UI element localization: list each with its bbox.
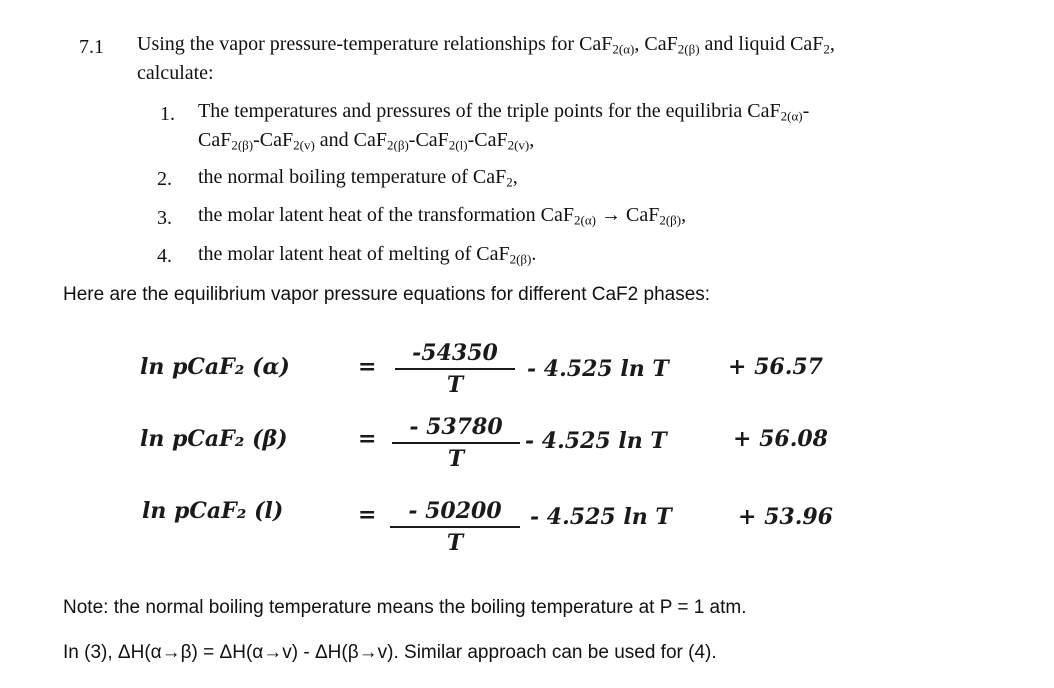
equals-sign: = <box>358 354 377 380</box>
fraction-denominator: T <box>447 446 465 472</box>
subscript: 2(v) <box>293 137 315 153</box>
subscript: 2(β) <box>387 137 409 153</box>
fraction-numerator: - 53780 <box>392 414 520 444</box>
equation-fraction <box>395 340 515 398</box>
note-boiling-temperature: Note: the normal boiling temperature means the boiling temperature at P = 1 atm. <box>63 597 747 618</box>
item-text: the molar latent heat of melting of CaF <box>198 243 510 265</box>
intro-text: , <box>829 33 835 55</box>
item-text: The temperatures and pressures of the triple points for the equilibria CaF <box>198 100 781 122</box>
equation-constant: + 56.08 <box>733 426 828 452</box>
item-number: 3. <box>157 207 172 229</box>
subscript: 2(β) <box>659 212 682 228</box>
equations-intro: Here are the equilibrium vapor pressure equations for different CaF2 phases: <box>63 284 711 305</box>
problem-intro-line1 <box>137 33 835 56</box>
subscript: 2(α) <box>574 212 596 228</box>
item-text: the normal boiling temperature of CaF <box>198 166 507 188</box>
item-text: , <box>681 204 687 226</box>
item-1-line2 <box>198 129 534 152</box>
intro-text: Using the vapor pressure-temperature relationships for CaF <box>137 33 613 55</box>
item-text: , <box>512 166 518 188</box>
subscript: 2(β) <box>509 251 532 267</box>
note-enthalpy-approach: In (3), ΔH(α→β) = ΔH(α→v) - ΔH(β→v). Similar approach can be used for (4). <box>63 642 717 663</box>
item-text: -CaF <box>253 129 294 151</box>
equation-lhs: ln pCaF₂ (β) <box>140 426 288 452</box>
subscript: 2(l) <box>448 137 468 153</box>
equation-fraction <box>392 414 520 472</box>
subscript: 2 <box>823 41 830 57</box>
item-text: the molar latent heat of the transformation CaF <box>198 204 574 226</box>
equation-lhs: ln pCaF₂ (l) <box>142 498 284 524</box>
equation-fraction <box>390 498 520 556</box>
item-text: -CaF <box>408 129 449 151</box>
fraction-denominator: T <box>446 372 464 398</box>
item-text: - <box>802 100 810 122</box>
item-number: 2. <box>157 168 172 190</box>
equation-constant: + 56.57 <box>728 354 823 380</box>
problem-intro-line2: calculate: <box>137 62 214 84</box>
item-text: and CaF <box>314 129 388 151</box>
problem-number: 7.1 <box>79 36 104 58</box>
equals-sign: = <box>358 426 377 452</box>
item-3-text <box>198 204 686 227</box>
equation-term: - 4.525 ln T <box>527 356 669 382</box>
item-2-text <box>198 166 518 189</box>
item-1-line1 <box>198 100 809 123</box>
equation-term: - 4.525 ln T <box>525 428 667 454</box>
intro-text: and liquid CaF <box>699 33 824 55</box>
subscript: 2(α) <box>780 108 803 124</box>
equation-lhs: ln pCaF₂ (α) <box>140 354 290 380</box>
equation-constant: + 53.96 <box>738 504 833 530</box>
fraction-numerator: - 50200 <box>390 498 520 528</box>
fraction-denominator: T <box>446 530 464 556</box>
item-text: CaF <box>198 129 232 151</box>
item-text: . <box>531 243 537 265</box>
equals-sign: = <box>358 502 377 528</box>
item-text: , <box>529 129 535 151</box>
fraction-numerator: -54350 <box>395 340 515 370</box>
item-number: 4. <box>157 245 172 267</box>
subscript: 2(α) <box>612 41 635 57</box>
item-number: 1. <box>160 103 175 125</box>
item-text: → CaF <box>595 204 660 226</box>
subscript: 2 <box>506 174 513 190</box>
item-4-text <box>198 243 536 266</box>
equation-term: - 4.525 ln T <box>530 504 672 530</box>
subscript: 2(β) <box>677 41 700 57</box>
item-text: -CaF <box>467 129 508 151</box>
subscript: 2(β) <box>231 137 254 153</box>
intro-text: , CaF <box>634 33 678 55</box>
subscript: 2(v) <box>507 137 530 153</box>
